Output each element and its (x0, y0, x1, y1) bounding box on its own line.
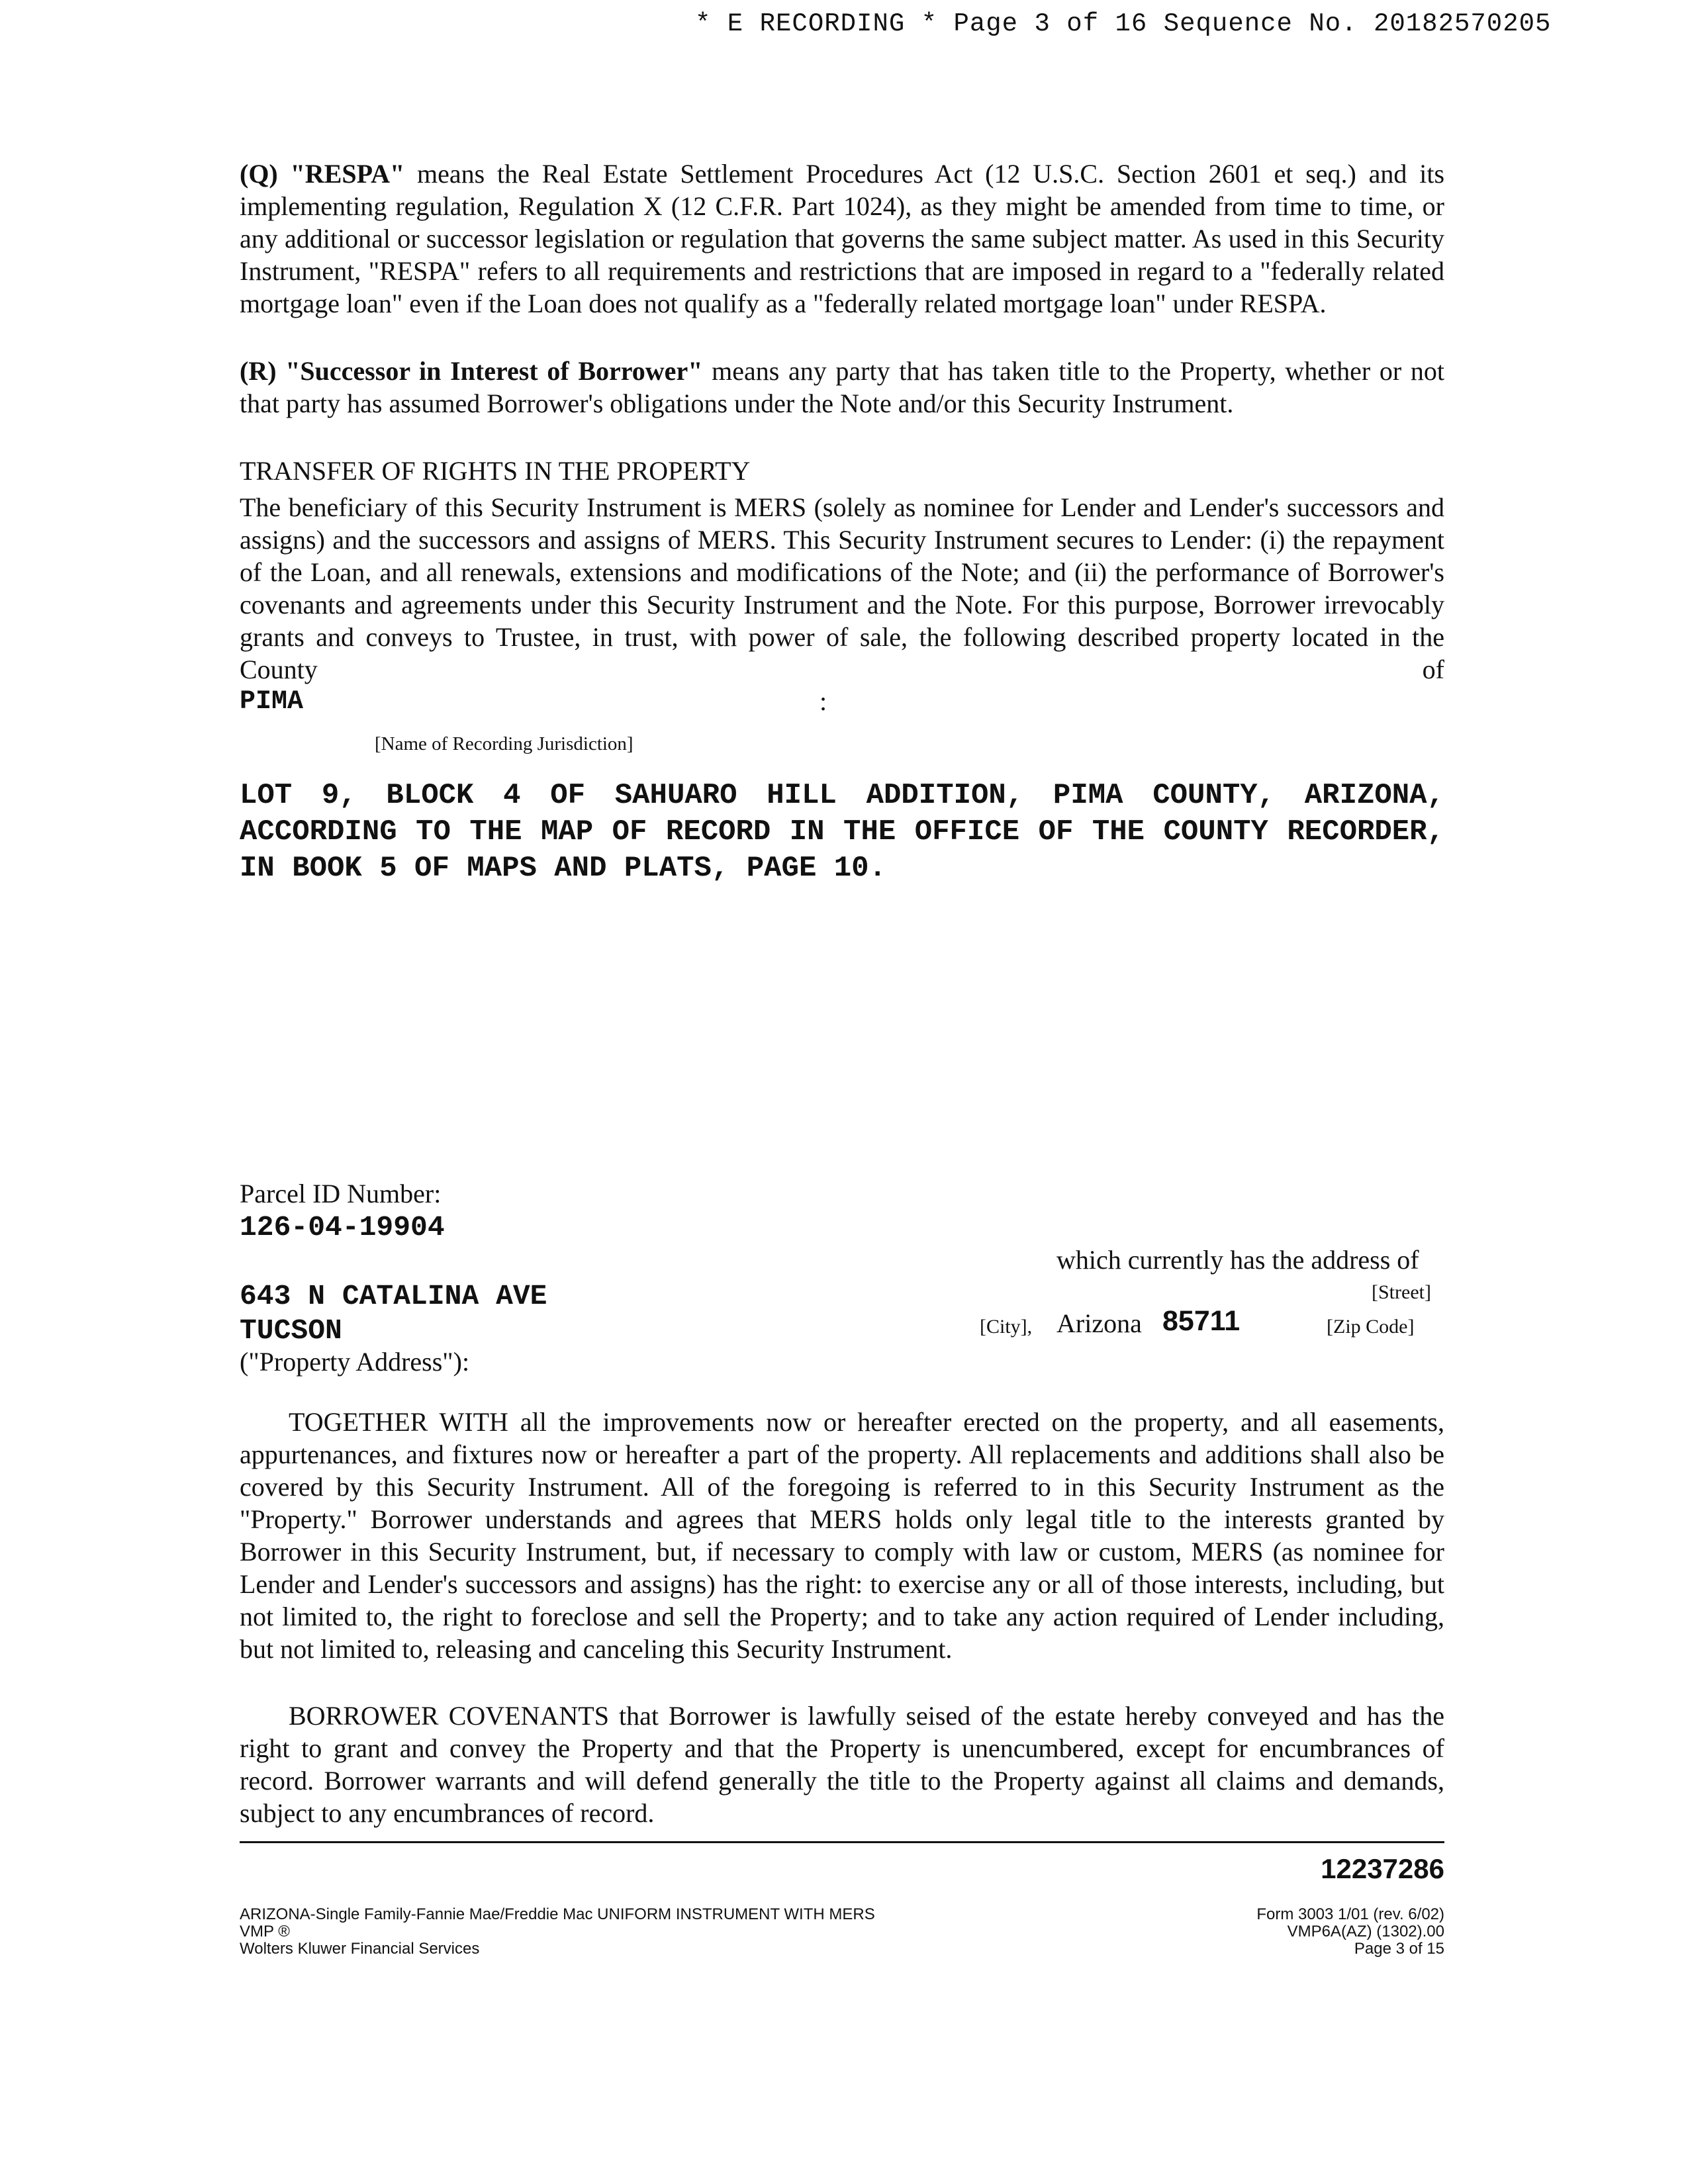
property-address-caption: ("Property Address"): (240, 1347, 470, 1377)
footer-page-number: Page 3 of 15 (1354, 1940, 1444, 1958)
footer-form-number: Form 3003 1/01 (rev. 6/02) (1256, 1905, 1444, 1923)
legal-description: LOT 9, BLOCK 4 OF SAHUARO HILL ADDITION, PIMA COUNTY, ARIZONA, ACCORDING TO THE MAP OF RECORD IN THE OFFICE OF THE COUNTY RECORDER, IN BOOK 5 OF MAPS AND PLATS, PAGE 10. (240, 779, 1444, 885)
footer-divider (240, 1841, 1444, 1843)
street-caption: [Street] (1372, 1281, 1431, 1303)
zip-code-value: 85711 (1162, 1305, 1241, 1337)
footer-vmp-mark: VMP ® (240, 1923, 290, 1940)
definition-respa (240, 158, 1444, 320)
parcel-id-label: Parcel ID Number: (240, 1179, 442, 1208)
footer-form-description (240, 1906, 875, 1958)
zip-code-caption: [Zip Code] (1327, 1316, 1415, 1338)
county-field-colon: : (820, 686, 827, 716)
city-caption: [City], (980, 1316, 1033, 1338)
footer-publisher: Wolters Kluwer Financial Services (240, 1940, 480, 1958)
jurisdiction-caption: [Name of Recording Jurisdiction] (375, 733, 633, 754)
city-value: TUCSON (240, 1314, 342, 1347)
section-heading-transfer-of-rights: TRANSFER OF RIGHTS IN THE PROPERTY (240, 456, 751, 486)
definition-marker: (Q) (240, 159, 278, 189)
footer-form-code: VMP6A(AZ) (1302).00 (1287, 1923, 1444, 1940)
county-field-value: PIMA (240, 687, 304, 717)
definition-text: means the Real Estate Settlement Procedures Act (12 U.S.C. Section 2601 et seq.) and its implementing regulation, Regulation X (12 C.F.R. Part 1024), as they might be amended from time to time, or any additional or successor legislation or regulation that governs the same subject matter. As used in this Security Instrument, "RESPA" refers to all requirements and restrictions that are imposed in regard to a "federally related mortgage loan" even if the Loan does not qualify as a "federally related mortgage loan" under RESPA. (240, 159, 1445, 318)
state-value: Arizona (1056, 1308, 1142, 1338)
together-with-paragraph: TOGETHER WITH all the improvements now or hereafter erected on the property, and all easements, appurtenances, and fixtures now or hereafter a part of the property. All replacements and additions shall also be covered by this Security Instrument. All of the foregoing is referred to in this Security Instrument as the "Property." Borrower understands and agrees that MERS holds only legal title to the interests granted by Borrower in this Security Instrument, but, if necessary to comply with law or custom, MERS (as nominee for Lender and Lender's successors and assigns) has the right: to exercise any or all of those interests, including, but not limited to, the right to foreclose and sell the Property; and to take any action required of Lender including, but not limited to, releasing and canceling this Security Instrument. (240, 1407, 1444, 1664)
definition-term: "Successor in Interest of Borrower" (285, 356, 703, 386)
street-value: 643 N CATALINA AVE (240, 1280, 547, 1312)
borrower-covenants-paragraph: BORROWER COVENANTS that Borrower is lawfully seised of the estate hereby conveyed and has the right to grant and convey the Property and that the Property is unencumbered, except for encumbrances of record. Borrower warrants and will defend generally the title to the Property against all claims and demands, subject to any encumbrances of record. (240, 1701, 1444, 1828)
definition-text: means any party that has taken title to the Property, whether or not that party has assumed Borrower's obligations under the Note and/or this Security Instrument. (240, 356, 1444, 418)
footer-form-codes (1059, 1906, 1444, 1958)
definition-marker: (R) (240, 356, 277, 386)
address-intro: which currently has the address of (1056, 1245, 1419, 1275)
recording-header-stamp: * E RECORDING * Page 3 of 16 Sequence No. 20182570205 (695, 9, 1552, 38)
parcel-id-value: 126-04-19904 (240, 1211, 445, 1244)
definition-term: "RESPA" (290, 159, 405, 189)
transfer-of-rights-paragraph: The beneficiary of this Security Instrument is MERS (solely as nominee for Lender and Lender's successors and assigns) and the successors and assigns of MERS. This Security Instrument secures to Lender: (i) the repayment of the Loan, and all renewals, extensions and modifications of the Note; and (ii) the performance of Borrower's covenants and agreements under this Security Instrument and the Note. For this purpose, Borrower irrevocably grants and conveys to Trustee, in trust, with power of sale, the following described property located in the County of (240, 492, 1444, 684)
footer-form-title: ARIZONA-Single Family-Fannie Mae/Freddie Mac UNIFORM INSTRUMENT WITH MERS (240, 1905, 875, 1923)
loan-number: 12237286 (1321, 1853, 1444, 1884)
definition-successor-in-interest (240, 355, 1444, 420)
